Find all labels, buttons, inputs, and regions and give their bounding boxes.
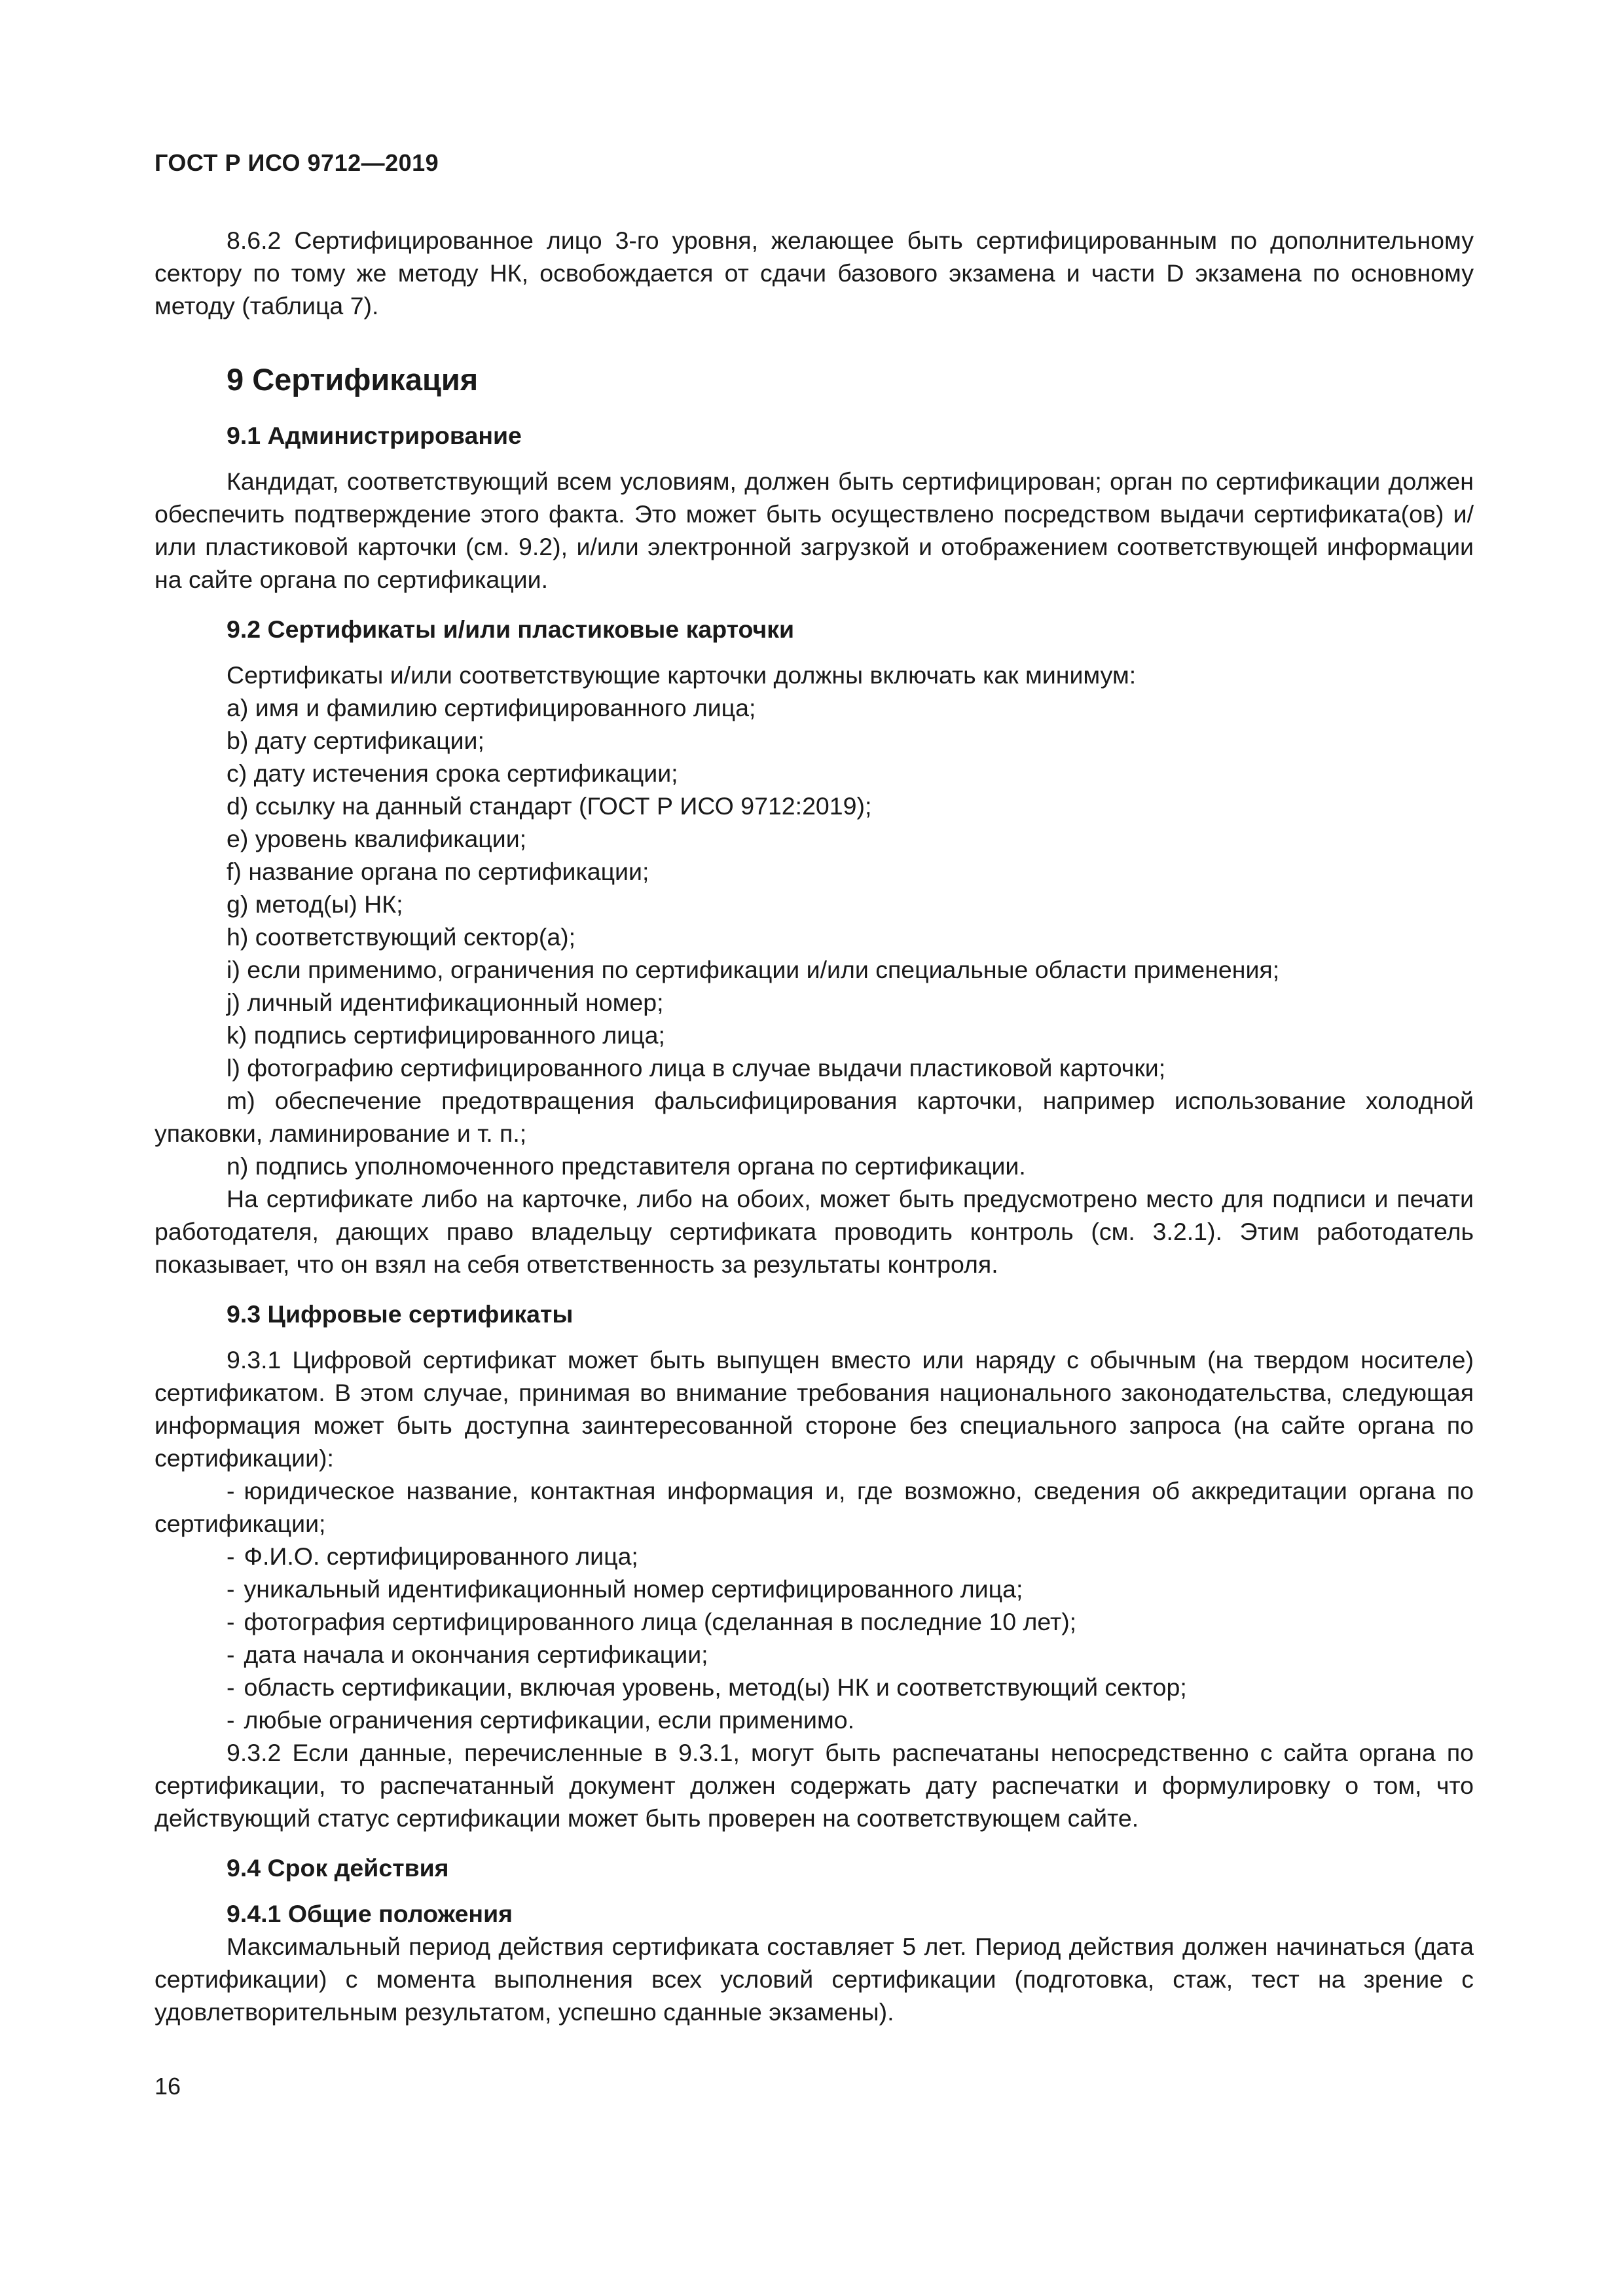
document-body [155,224,1474,2028]
paragraph-8-6-2: 8.6.2 Сертифицированное лицо 3-го уровня, желающее быть сертифицированным по дополнительному сектору по тому же методу НК, освобождается от сдачи базового экзамена и части D экзамена по основному методу (таблица 7). [155,227,1474,319]
bullet-item [155,1605,1474,1638]
section-9-2-intro: Сертификаты и/или соответствующие карточки должны включать как минимум: [227,661,1137,689]
bullet-text: область сертификации, включая уровень, метод(ы) НК и соответствующий сектор; [244,1673,1187,1701]
bullet-item [155,1474,1474,1540]
section-9-1-text: Кандидат, соответствующий всем условиям, должен быть сертифицирован; орган по сертификации должен обеспечить подтверждение этого факта. Это может быть осуществлено посредством выдачи сертификата(ов) и/или пластиковой карточки (см. 9.2), и/или электронной загрузкой и отображением соответствующей информации на сайте органа по сертификации. [155,467,1474,593]
bullet-text: фотография сертифицированного лица (сделанная в последние 10 лет); [244,1608,1077,1635]
list-item: k) подпись сертифицированного лица; [227,1021,665,1049]
bullet-item [155,1638,1474,1671]
dash-marker: - [227,1608,235,1635]
section-9-2-closing: На сертификате либо на карточке, либо на обоих, может быть предусмотрено место для подписи и печати работодателя, дающих право владельцу сертификата проводить контроль (см. 3.2.1). Этим работодатель показывает, что он взял на себя ответственность за результаты контроля. [155,1185,1474,1278]
bullet-text: дата начала и окончания сертификации; [244,1641,708,1668]
dash-marker: - [227,1542,235,1570]
list-item: h) соответствующий сектор(а); [227,923,576,951]
bullet-item [155,1704,1474,1736]
section-9-3-title: 9.3 Цифровые сертификаты [227,1300,574,1328]
list-item: m) обеспечение предотвращения фальсифицирования карточки, например использование холодной упаковки, ламинирование и т. п.; [155,1087,1474,1147]
dash-marker: - [227,1641,235,1668]
page-number: 16 [155,2073,181,2100]
document-header: ГОСТ Р ИСО 9712—2019 [155,149,439,176]
dash-marker: - [227,1477,235,1504]
section-9-4-1-text: Максимальный период действия сертификата составляет 5 лет. Период действия должен начинаться (дата сертификации) с момента выполнения всех условий сертификации (подготовка, стаж, тест на зрение с удовлетворительным результатом, успешно сданные экзамены). [155,1933,1474,2026]
bullet-text: юридическое название, контактная информация и, где возможно, сведения об аккредитации органа по сертификации; [155,1477,1474,1537]
bullet-text: любые ограничения сертификации, если применимо. [244,1706,855,1734]
list-item: с) дату истечения срока сертификации; [227,759,678,787]
list-item: n) подпись уполномоченного представителя органа по сертификации. [227,1152,1026,1180]
list-item: е) уровень квалификации; [227,825,527,852]
bullet-text: уникальный идентификационный номер сертифицированного лица; [244,1575,1023,1603]
section-9-1-title: 9.1 Администрирование [227,422,522,449]
bullet-text: Ф.И.О. сертифицированного лица; [244,1542,638,1570]
bullet-item [155,1671,1474,1704]
bullet-item [155,1573,1474,1605]
bullet-item [155,1540,1474,1573]
dash-marker: - [227,1575,235,1603]
list-item: b) дату сертификации; [227,727,484,754]
list-item: f) название органа по сертификации; [227,858,649,885]
section-9-title: 9 Сертификация [227,362,479,397]
section-9-4-1-title: 9.4.1 Общие положения [227,1900,513,1927]
list-item: а) имя и фамилию сертифицированного лица; [227,694,756,721]
list-item: i) если применимо, ограничения по сертификации и/или специальные области применения; [227,956,1280,983]
dash-marker: - [227,1706,235,1734]
section-9-2-title: 9.2 Сертификаты и/или пластиковые карточки [227,615,795,643]
list-item: j) личный идентификационный номер; [227,989,664,1016]
paragraph-9-3-1: 9.3.1 Цифровой сертификат может быть выпущен вместо или наряду с обычным (на твердом носителе) сертификатом. В этом случае, принимая во внимание требования национального законодательства, следующая информация может быть доступна заинтересованной стороне без специального запроса (на сайте органа по сертификации): [155,1346,1474,1472]
paragraph-9-3-2: 9.3.2 Если данные, перечисленные в 9.3.1, могут быть распечатаны непосредственно с сайта органа по сертификации, то распечатанный документ должен содержать дату распечатки и формулировку о том, что действующий статус сертификации может быть проверен на соответствующем сайте. [155,1739,1474,1832]
section-9-4-title: 9.4 Срок действия [227,1854,449,1882]
list-item: l) фотографию сертифицированного лица в случае выдачи пластиковой карточки; [227,1054,1166,1082]
list-item: d) ссылку на данный стандарт (ГОСТ Р ИСО 9712:2019); [227,792,872,820]
dash-marker: - [227,1673,235,1701]
list-item: g) метод(ы) НК; [227,890,403,918]
